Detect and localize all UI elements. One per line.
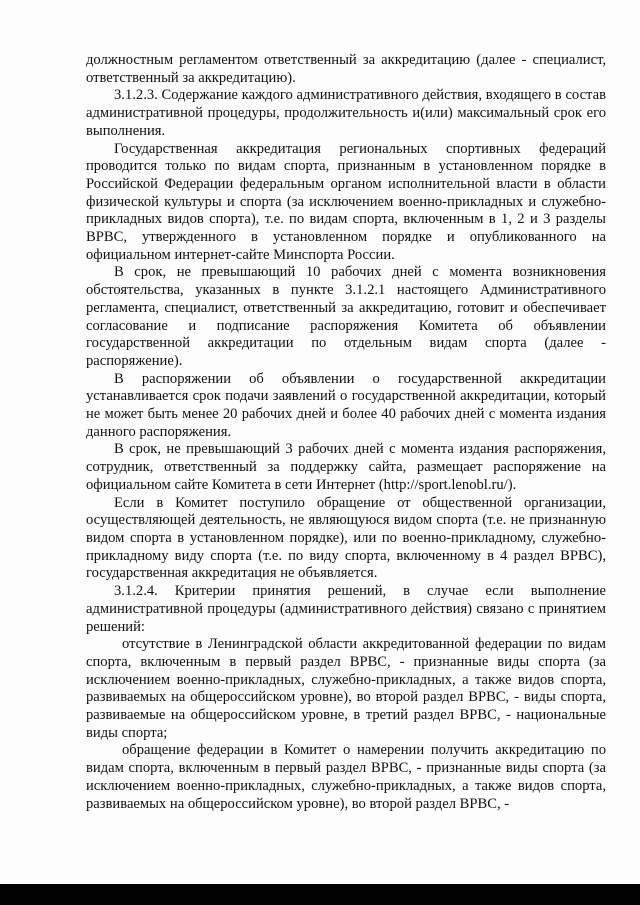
paragraph-website-publication: В срок, не превышающий 3 рабочих дней с момента издания распоряжения, сотрудник, ответственный за поддержку сайта, размещает распоряжение на официальном сайте Комитета в сети Интернет (http://sport.lenobl.ru/). bbox=[86, 441, 606, 493]
paragraph-accreditation-scope: Государственная аккредитация региональных спортивных федераций проводится только по видам спорта, признанным в установленном порядке в Российской Федерации федеральным органом исполнительной власти в области физической культуры и спорта (за исключением военно-прикладных и служебно-прикладных видов спорта), т.е. по видам спорта, включенным в 1, 2 и 3 разделы ВРВС, утвержденного в установленном порядке и опубликованного на официальном интернет-сайте Минспорта России. bbox=[86, 140, 606, 263]
paragraph-application-period: В распоряжении об объявлении о государственной аккредитации устанавливается срок подачи заявлений о государственной аккредитации, который не может быть менее 20 рабочих дней и более 40 рабочих дней с момента издания данного распоряжения. bbox=[86, 370, 606, 440]
paragraph-non-sport-request: Если в Комитет поступило обращение от общественной организации, осуществляющей деятельность, не являющуюся видом спорта (т.е. не признанную видом спорта в установленном порядке), или по военно-прикладному, служебно-прикладному виду спорта (т.е. по виду спорта, включенному в 4 раздел ВРВС), государственная аккредитация не объявляется. bbox=[86, 494, 606, 582]
paragraph-continuation: должностным регламентом ответственный за аккредитацию (далее - специалист, ответственный за аккредитацию). bbox=[86, 52, 606, 86]
paragraph-3-1-2-3: 3.1.2.3. Содержание каждого административного действия, входящего в состав административной процедуры, продолжительность и(или) максимальный срок его выполнения. bbox=[86, 87, 606, 139]
scan-bottom-edge bbox=[0, 884, 640, 905]
paragraph-order-preparation: В срок, не превышающий 10 рабочих дней с момента возникновения обстоятельства, указанных в пункте 3.1.2.1 настоящего Административного регламента, специалист, ответственный за аккредитацию, готовит и обеспечивает согласование и подписание распоряжения Комитета об объявлении государственной аккредитации по отдельным видам спорта (далее - распоряжение). bbox=[86, 264, 606, 369]
criterion-absence-of-federation: отсутствие в Ленинградской области аккредитованной федерации по видам спорта, включенным в первый раздел ВРВС, - признанные виды спорта (за исключением военно-прикладных, служебно-прикладных, а также видов спорта, развиваемых на общероссийском уровне), во второй раздел ВРВС, - виды спорта, развиваемые на общероссийском уровне, в третий раздел ВРВС, - национальные виды спорта; bbox=[86, 636, 606, 741]
paragraph-3-1-2-4: 3.1.2.4. Критерии принятия решений, в случае если выполнение административной процедуры (административного действия) связано с принятием решений: bbox=[86, 583, 606, 635]
criterion-federation-request: обращение федерации в Комитет о намерении получить аккредитацию по видам спорта, включенным в первый раздел ВРВС, - признанные виды спорта (за исключением военно-прикладных, служебно-прикладных, а также видов спорта, развиваемых на общероссийском уровне), во второй раздел ВРВС, - bbox=[86, 742, 606, 812]
document-body bbox=[86, 52, 606, 813]
